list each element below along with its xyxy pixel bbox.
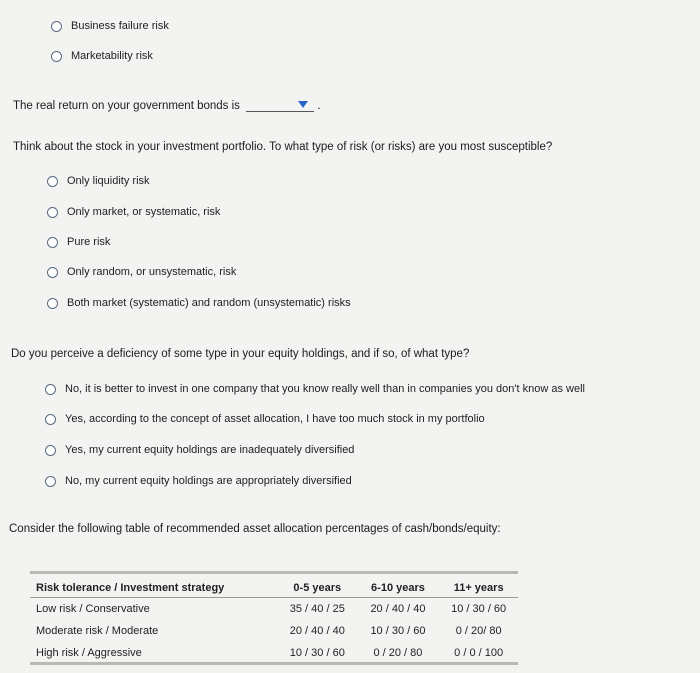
- radio-button[interactable]: [45, 445, 56, 456]
- table-cell: 20 / 40 / 40: [370, 603, 426, 615]
- table-cell: 10 / 30 / 60: [370, 625, 426, 637]
- table-cell: 10 / 30 / 60: [289, 647, 345, 659]
- real-return-period: .: [317, 100, 321, 112]
- table-row: [30, 642, 518, 664]
- option-only-market-risk[interactable]: [47, 206, 220, 218]
- option-label: Only random, or unsystematic, risk: [67, 266, 237, 278]
- table-intro: Consider the following table of recommended asset allocation percentages of cash/bonds/equity:: [9, 523, 501, 535]
- real-return-dropdown[interactable]: [246, 98, 314, 112]
- option-appropriately-diversified[interactable]: [45, 475, 352, 487]
- table-cell: 35 / 40 / 25: [289, 603, 345, 615]
- radio-button[interactable]: [51, 51, 62, 62]
- real-return-text: The real return on your government bonds is: [13, 100, 240, 112]
- stock-risk-question: Think about the stock in your investment portfolio. To what type of risk (or risks) are you most susceptible?: [13, 141, 553, 153]
- asset-allocation-table: [30, 571, 518, 664]
- option-both-risks[interactable]: [47, 297, 351, 309]
- table-cell: 20 / 40 / 40: [289, 625, 345, 637]
- table-cell: 0 / 20/ 80: [455, 625, 502, 637]
- radio-button[interactable]: [47, 267, 58, 278]
- table-header-row: [30, 571, 518, 598]
- table-cell: 10 / 30 / 60: [451, 603, 507, 615]
- option-only-liquidity-risk[interactable]: [47, 175, 150, 187]
- option-label: Business failure risk: [71, 20, 169, 32]
- radio-button[interactable]: [45, 414, 56, 425]
- radio-button[interactable]: [47, 298, 58, 309]
- table-row: [30, 620, 518, 642]
- option-pure-risk[interactable]: [47, 236, 110, 248]
- option-business-failure-risk[interactable]: [51, 20, 169, 32]
- header-11-plus-years: 11+ years: [437, 571, 518, 598]
- table-row: [30, 598, 518, 621]
- radio-button[interactable]: [51, 21, 62, 32]
- deficiency-question: Do you perceive a deficiency of some type in your equity holdings, and if so, of what type?: [11, 348, 470, 360]
- radio-button[interactable]: [47, 237, 58, 248]
- option-label: No, it is better to invest in one company that you know really well than in companies you don't know as well: [65, 383, 585, 395]
- radio-button[interactable]: [47, 207, 58, 218]
- option-label: Pure risk: [67, 236, 111, 248]
- option-label: Marketability risk: [71, 50, 153, 62]
- option-label: Yes, according to the concept of asset allocation, I have too much stock in my portfolio: [65, 413, 485, 425]
- option-label: Yes, my current equity holdings are inadequately diversified: [65, 444, 355, 456]
- header-6-10-years: 6-10 years: [357, 571, 438, 598]
- option-label: Only liquidity risk: [67, 175, 150, 187]
- option-label: No, my current equity holdings are appropriately diversified: [65, 475, 352, 487]
- chevron-down-icon[interactable]: [298, 101, 308, 108]
- header-0-5-years: 0-5 years: [276, 571, 357, 598]
- table-cell: Low risk / Conservative: [36, 603, 150, 615]
- table-cell: Moderate risk / Moderate: [36, 625, 159, 637]
- option-invest-one-company[interactable]: [45, 383, 585, 395]
- radio-button[interactable]: [47, 176, 58, 187]
- option-label: Only market, or systematic, risk: [67, 206, 221, 218]
- table-cell: High risk / Aggressive: [36, 647, 142, 659]
- option-marketability-risk[interactable]: [51, 50, 153, 62]
- option-inadequately-diversified[interactable]: [45, 444, 354, 456]
- option-only-random-risk[interactable]: [47, 266, 236, 278]
- option-label: Both market (systematic) and random (unsystematic) risks: [67, 297, 351, 309]
- radio-button[interactable]: [45, 476, 56, 487]
- option-too-much-stock[interactable]: [45, 413, 485, 425]
- real-return-question: [13, 98, 321, 112]
- table-cell: 0 / 0 / 100: [454, 647, 504, 659]
- radio-button[interactable]: [45, 384, 56, 395]
- header-risk-tolerance: Risk tolerance / Investment strategy: [30, 571, 276, 598]
- table-bottom-rule: [30, 662, 518, 665]
- table-cell: 0 / 20 / 80: [373, 647, 423, 659]
